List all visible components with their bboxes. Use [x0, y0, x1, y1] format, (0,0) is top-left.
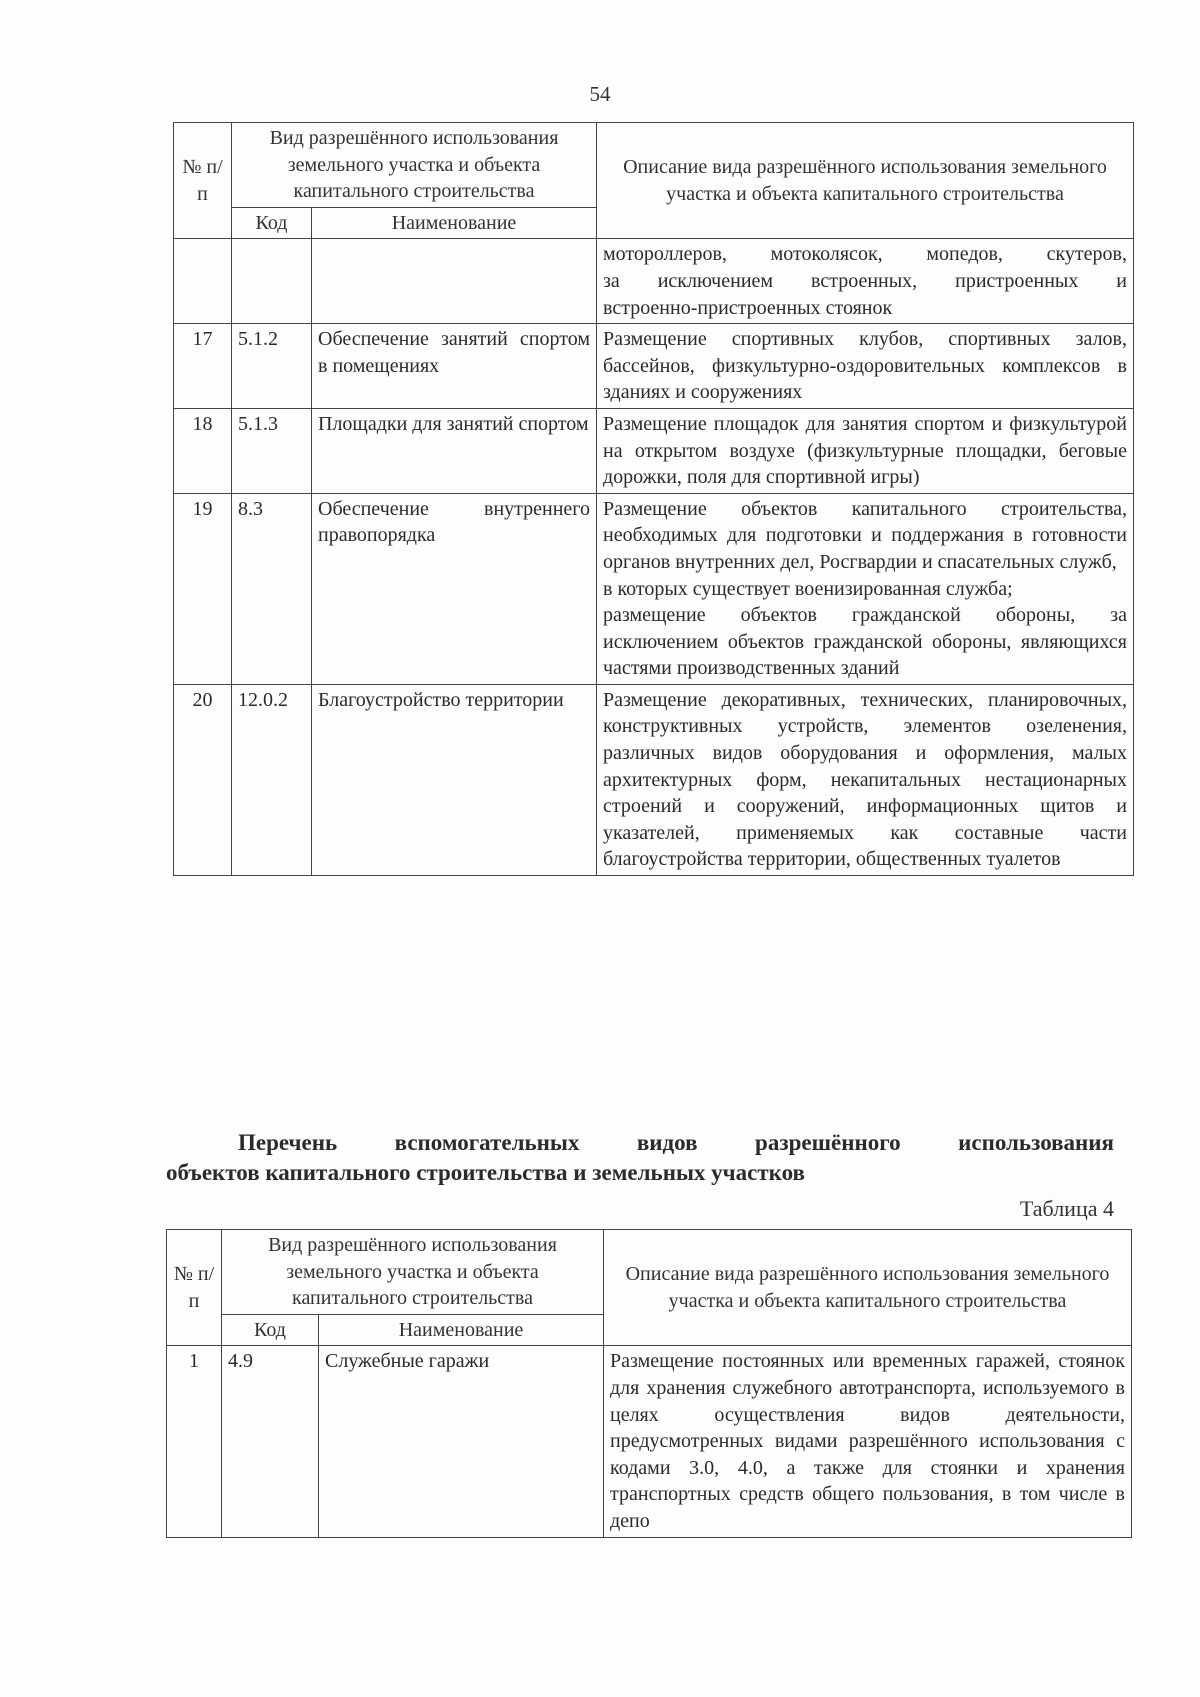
table-header-row — [174, 123, 1134, 208]
cell-description — [597, 493, 1134, 684]
header-name: Наименование — [312, 207, 597, 239]
header-description: Описание вида разрешённого использования земельного участка и объекта капитального строительства — [604, 1230, 1132, 1346]
table-row — [167, 1346, 1132, 1537]
header-name: Наименование — [319, 1314, 604, 1346]
header-num: № п/п — [167, 1230, 222, 1346]
cell-code: 5.1.2 — [232, 324, 312, 409]
cell-code: 12.0.2 — [232, 684, 312, 875]
cell-description — [597, 239, 1134, 324]
header-description: Описание вида разрешённого использования земельного участка и объекта капитального строительства — [597, 123, 1134, 239]
continuation-line: мотороллеров, мотоколясок, мопедов, скутеров, — [603, 243, 1127, 266]
table-row — [174, 408, 1134, 493]
cell-code — [232, 239, 312, 324]
cell-description: Размещение площадок для занятия спортом и физкультурой на открытом воздухе (физкультурные площадки, беговые дорожки, поля для спортивной игры) — [597, 408, 1134, 493]
cell-code: 5.1.3 — [232, 408, 312, 493]
table-header-row — [167, 1230, 1132, 1315]
description-paragraph: в которых существует военизированная служба; — [603, 577, 1013, 600]
cell-description: Размещение спортивных клубов, спортивных залов, бассейнов, физкультурно-оздоровительных комплексов в зданиях и сооружениях — [597, 324, 1134, 409]
table-row-continuation — [174, 239, 1134, 324]
section-title — [166, 1128, 1114, 1189]
cell-name: Обеспечение внутреннего правопорядка — [312, 493, 597, 684]
land-use-table-main — [173, 122, 1134, 876]
cell-name: Обеспечение занятий спортом в помещениях — [312, 324, 597, 409]
section-title-line: Перечень вспомогательных видов разрешённого использования — [238, 1130, 1114, 1155]
cell-description: Размещение постоянных или временных гаражей, стоянок для хранения служебного автотранспорта, используемого в целях осуществления видов деятельности, предусмотренных видами разрешённого использования с кодами 3.0, 4.0, а также для стоянки и хранения транспортных средств общего пользования, в том числе в депо — [604, 1346, 1132, 1537]
page-number: 54 — [589, 82, 611, 106]
cell-num: 19 — [174, 493, 232, 684]
cell-name: Служебные гаражи — [319, 1346, 604, 1537]
section-title-line: объектов капитального строительства и земельных участков — [166, 1160, 805, 1186]
cell-name: Благоустройство территории — [312, 684, 597, 875]
cell-num — [174, 239, 232, 324]
cell-num: 18 — [174, 408, 232, 493]
description-paragraph: размещение объектов гражданской обороны, за исключением объектов гражданской обороны, являющихся частями производственных зданий — [603, 604, 1127, 680]
cell-code: 8.3 — [232, 493, 312, 684]
cell-num: 20 — [174, 684, 232, 875]
cell-num: 17 — [174, 324, 232, 409]
table-label: Таблица 4 — [1019, 1196, 1114, 1221]
header-type-group: Вид разрешённого использования земельного участка и объекта капитального строительства — [222, 1230, 604, 1315]
cell-description: Размещение декоративных, технических, планировочных, конструктивных устройств, элементов озеленения, различных видов оборудования и оформления, малых архитектурных форм, некапитальных нестационарных строений и сооружений, информационных щитов и указателей, применяемых как составные части благоустройства территории, общественных туалетов — [597, 684, 1134, 875]
continuation-line: за исключением встроенных, пристроенных и — [603, 269, 1127, 292]
header-code: Код — [232, 207, 312, 239]
table-row — [174, 324, 1134, 409]
cell-name — [312, 239, 597, 324]
table-row — [174, 493, 1134, 684]
header-type-group: Вид разрешённого использования земельного участка и объекта капитального строительства — [232, 123, 597, 208]
cell-num: 1 — [167, 1346, 222, 1537]
table-row — [174, 684, 1134, 875]
land-use-table-auxiliary — [166, 1229, 1132, 1538]
description-paragraph: Размещение объектов капитального строительства, необходимых для подготовки и поддержания в готовности органов внутренних дел, Росгвардии и спасательных служб, — [603, 497, 1127, 573]
header-code: Код — [222, 1314, 319, 1346]
header-num: № п/п — [174, 123, 232, 239]
cell-name: Площадки для занятий спортом — [312, 408, 597, 493]
cell-code: 4.9 — [222, 1346, 319, 1537]
continuation-line: встроенно-пристроенных стоянок — [603, 296, 893, 319]
